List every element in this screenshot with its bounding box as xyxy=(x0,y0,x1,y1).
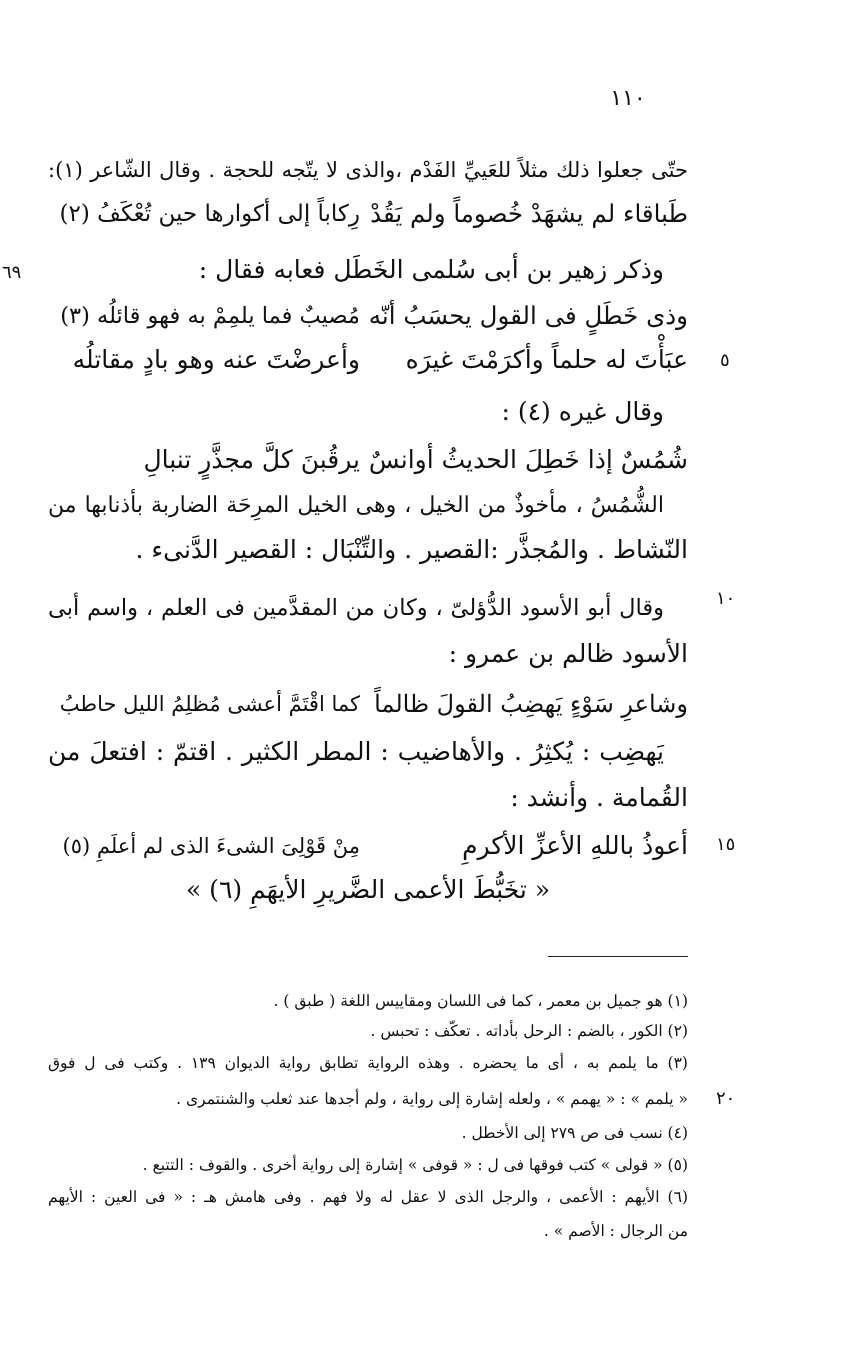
page-number: ١١٠ xyxy=(610,86,646,111)
footnote-continuation: من الرجال : الأصم » . xyxy=(543,1222,688,1240)
text-line: وذكر زهير بن أبى سُلمى الخَطَل فعابه فقال : xyxy=(198,255,664,284)
line-number-15: ١٥ xyxy=(716,834,736,855)
verse-second-hemistich: رِكاباً إلى أكوارها حين تُعْكَفُ (٢) xyxy=(59,201,360,227)
verse-single-line: « تخَبُّطَ الأعمى الضَّريرِ الأيهَمِ (٦) » xyxy=(185,875,551,904)
text-line: وقال غيره (٤) : xyxy=(501,397,664,426)
verse-second-hemistich: وأعرضْتَ عنه وهو بادٍ مقاتلُه xyxy=(72,345,360,374)
text-line: حتّى جعلوا ذلك مثلاً للعَييِّ الفَدْم ،والذى لا يتّجه للحجة . وقال الشّاعر (١): xyxy=(48,158,688,182)
verse-first-hemistich: عبَأْتَ له حلماً وأكرَمْتَ غيرَه xyxy=(405,345,688,374)
footnote: (٥) « قولى » كتب فوقها فى ل : « قوفى » إشارة إلى رواية أخرى . والقوف : التتبع . xyxy=(142,1156,688,1174)
footnote: (٢) الكور ، بالضم : الرحل بأداته . تعكّف : تحبس . xyxy=(370,1022,688,1040)
text-line: يَهضِب : يُكثِرُ . والأهاضيب : المطر الكثير . اقتمّ : افتعلَ من xyxy=(48,737,664,766)
verse-second-hemistich: مِنْ قَوْلِىَ الشىءَ الذى لم أعلَمِ (٥) xyxy=(62,834,360,858)
margin-number-69: ٦٩ xyxy=(2,262,22,283)
line-number-5: ٥ xyxy=(720,350,730,371)
footnote: (٣) ما يلمم به ، أى ما يحضره . وهذه الرواية تطابق رواية الديوان ١٣٩ . وكتب فى ل فوق xyxy=(48,1054,688,1072)
footnote-separator xyxy=(548,956,688,957)
verse-first-hemistich: شُمُسٌ إذا خَطِلَ الحديثُ أوانسٌ xyxy=(368,445,688,474)
verse-first-hemistich: وشاعرِ سَوْءٍ يَهضِبُ القولَ ظالماً xyxy=(374,690,688,718)
footnote-continuation: « يلمم » : « يهمم » ، ولعله إشارة إلى رواية ، ولم أجدها عند ثعلب والشنتمرى . xyxy=(176,1090,688,1108)
verse-first-hemistich: وذى خَطَلٍ فى القول يحسَبُ أنّه xyxy=(368,301,688,330)
verse-first-hemistich: طَباقاء لم يشهَدْ خُصوماً ولم يَقُدْ xyxy=(370,199,688,228)
line-number-20: ٢٠ xyxy=(716,1088,736,1109)
verse-second-hemistich: يرقُبنَ كلَّ مجذَّرٍ تنبالِ xyxy=(143,445,360,474)
line-number-10: ١٠ xyxy=(716,588,736,609)
verse-second-hemistich: مُصيبٌ فما يلمِمْ به فهو قائلُه (٣) xyxy=(60,303,360,329)
text-line: وقال أبو الأسود الدُّؤلىّ ، وكان من المقدَّمين فى العلم ، واسم أبى xyxy=(48,595,664,621)
footnote: (٤) نسب فى ص ٢٧٩ إلى الأخطل . xyxy=(461,1124,688,1142)
text-line: النّشاط . والمُجذَّر :القصير . والتِّنْبَال : القصير الدَّنىء . xyxy=(135,535,688,564)
footnote: (١) هو جميل بن معمر ، كما فى اللسان ومقاييس اللغة ( طبق ) . xyxy=(273,992,688,1010)
footnote: (٦) الأيهم : الأعمى ، والرجل الذى لا عقل له ولا فهم . وفى هامش هـ : « فى العين : الأيهم xyxy=(48,1188,688,1206)
text-line: الأسود ظالم بن عمرو : xyxy=(448,639,688,668)
text-line: الشُّمُسُ ، مأخوذٌ من الخيل ، وهى الخيل المرِحَة الضاربة بأذنابها من xyxy=(48,493,664,518)
verse-second-hemistich: كما اقْتَمَّ أعشى مُظلِمُ الليل حاطبُ xyxy=(59,692,360,716)
verse-first-hemistich: أعوذُ باللهِ الأعزِّ الأكرمِ xyxy=(462,831,688,860)
text-line: القُمامة . وأنشد : xyxy=(510,783,688,812)
